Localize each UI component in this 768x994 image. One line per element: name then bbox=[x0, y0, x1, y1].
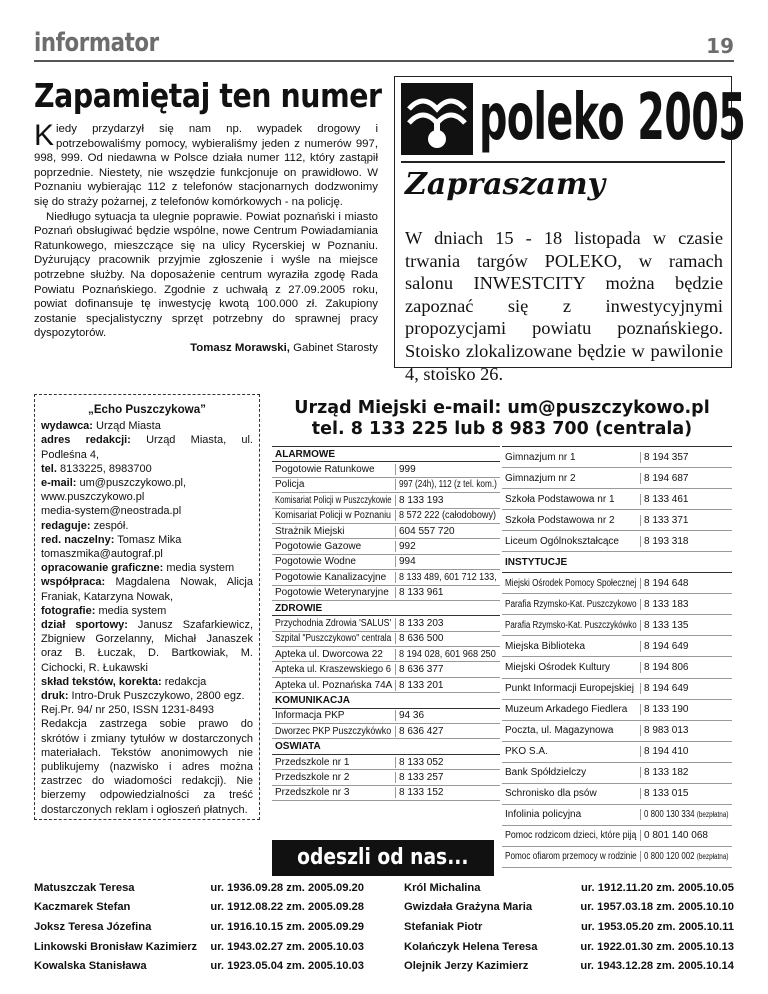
table-row bbox=[272, 755, 500, 770]
table-cell-number: 8 133 193 bbox=[395, 495, 500, 506]
obituary-dates: ur. 1912.08.22 zm. 2005.09.28 bbox=[210, 901, 364, 914]
obituary-row bbox=[404, 898, 734, 918]
obituary-dates: ur. 1953.05.20 zm. 2005.10.11 bbox=[580, 920, 734, 933]
imprint-line: skład tekstów, korekta: redakcja bbox=[41, 675, 207, 688]
table-cell-name: Parafia Rzymsko-Kat. Puszczykówko bbox=[505, 619, 637, 631]
imprint-line: Redakcja zastrzega sobie prawo do skrótów i zmiany tytułów w dostarczonych materiałach. Tekstów anonimowych nie publikujemy (nazwisko i adres można zastrzec do wiadomości redakcji). Nie bierzemy odpowiedzialności za treść dostarczonych reklam i ogłoszeń płatnych. bbox=[41, 718, 253, 816]
obituary-dates: ur. 1936.09.28 zm. 2005.09.20 bbox=[210, 881, 364, 894]
imprint-line: tomaszmika@autograf.pl bbox=[41, 548, 163, 561]
table-cell-name: Policja bbox=[275, 479, 305, 491]
table-row bbox=[502, 721, 732, 742]
table-section-header bbox=[272, 601, 500, 616]
obituary-name: Olejnik Jerzy Kazimierz bbox=[404, 960, 529, 973]
table-row bbox=[272, 616, 500, 631]
table-cell-name: ALARMOWE bbox=[275, 448, 335, 460]
table-cell-name: Pogotowie Gazowe bbox=[275, 541, 362, 553]
table-cell-number: 8 133 052 bbox=[395, 757, 500, 768]
table-cell-number: 8 133 190 bbox=[640, 704, 732, 715]
table-row bbox=[502, 763, 732, 784]
table-cell-number: 604 557 720 bbox=[395, 526, 500, 537]
table-row bbox=[272, 493, 500, 508]
poleko-logo-icon bbox=[401, 83, 473, 155]
table-cell-number: 8 194 687 bbox=[640, 473, 732, 484]
table-section-header bbox=[272, 739, 500, 754]
table-row bbox=[272, 555, 500, 570]
table-row bbox=[502, 826, 732, 847]
imprint-box bbox=[34, 394, 260, 820]
table-row bbox=[502, 847, 732, 868]
table-cell-number: 0 800 120 002 (bezpłatna) bbox=[640, 851, 732, 862]
obituary-dates: ur. 1912.11.20 zm. 2005.10.05 bbox=[580, 881, 734, 894]
table-row bbox=[272, 724, 500, 739]
table-cell-number: 992 bbox=[395, 541, 500, 552]
obituary-name: Kolańczyk Helena Teresa bbox=[404, 940, 538, 953]
table-cell-note: (bezpłatna) bbox=[696, 852, 729, 862]
table-cell-number: 8 194 028, 601 968 250 bbox=[395, 649, 500, 660]
table-cell-name: Pogotowie Kanalizacyjne bbox=[275, 571, 387, 583]
table-row bbox=[272, 570, 500, 585]
obituary-name: Joksz Teresa Józefina bbox=[34, 920, 152, 933]
imprint-line: dział sportowy: Janusz Szafarkiewicz, Zbigniew Gorzelanny, Michał Janaszek oraz B. Łuczak, D. Bartkowiak, M. Cichocki, R. Łukawski bbox=[41, 619, 253, 674]
table-section-header bbox=[272, 693, 500, 708]
obituary-name: Matuszczak Teresa bbox=[34, 881, 135, 894]
imprint-line: fotografie: media system bbox=[41, 604, 167, 617]
poleko-rule bbox=[401, 161, 725, 163]
city-office-header bbox=[272, 398, 732, 440]
obituary-dates: ur. 1943.12.28 zm. 2005.10.14 bbox=[580, 960, 734, 973]
obituary-name: Król Michalina bbox=[404, 881, 481, 894]
table-cell-name: Przedszkole nr 1 bbox=[275, 756, 350, 768]
dropcap: K bbox=[34, 119, 55, 152]
table-cell-number: 8 636 377 bbox=[395, 664, 500, 675]
table-row bbox=[502, 784, 732, 805]
table-row bbox=[502, 805, 732, 826]
obituary-name: Gwizdała Grażyna Maria bbox=[404, 901, 533, 914]
table-cell-number: 0 800 130 334 (bezpłatna) bbox=[640, 809, 732, 820]
table-row bbox=[502, 468, 732, 489]
table-cell-number: 8 194 648 bbox=[640, 578, 732, 589]
article bbox=[34, 76, 382, 354]
obituary-row bbox=[34, 956, 364, 976]
table-cell-name: Przedszkole nr 3 bbox=[275, 787, 350, 799]
poleko-logo-text: poleko 2005 bbox=[479, 81, 746, 155]
table-cell-number: 8 133 489, 601 712 133, bbox=[395, 572, 500, 583]
imprint-line: tel. 8133225, 8983700 bbox=[41, 462, 152, 475]
obituary-row bbox=[404, 878, 734, 898]
imprint-line: współpraca: Magdalena Nowak, Alicja Franiak, Katarzyna Nowak, bbox=[41, 576, 253, 603]
table-cell-name: Punkt Informacji Europejskiej bbox=[505, 683, 634, 695]
city-office-email: Urząd Miejski e-mail: um@puszczykowo.pl bbox=[294, 398, 710, 418]
poleko-text: W dniach 15 - 18 listopada w czasie trwania targów POLEKO, w ramach salonu INWESTCITY można będzie zapoznać się z inwestycyjnymi propozycjami powiatu poznańskiego. Stoisko zlokalizowane będzie w pawilonie 4, stoisko 26. bbox=[405, 228, 723, 384]
table-cell-name: Przedszkole nr 2 bbox=[275, 771, 350, 783]
table-cell-number: 8 194 649 bbox=[640, 641, 732, 652]
table-cell-number: 8 194 806 bbox=[640, 662, 732, 673]
table-row bbox=[502, 594, 732, 615]
table-row bbox=[502, 447, 732, 468]
obituary-dates: ur. 1923.05.04 zm. 2005.10.03 bbox=[210, 960, 364, 973]
table-cell-number: 94 36 bbox=[395, 710, 500, 721]
obituary-list-left bbox=[34, 878, 364, 976]
table-row bbox=[272, 647, 500, 662]
table-cell-name: KOMUNIKACJA bbox=[275, 694, 350, 706]
obituary-row bbox=[404, 937, 734, 957]
table-cell-name: Strażnik Miejski bbox=[275, 525, 345, 537]
article-signature: Tomasz Morawski, Gabinet Starosty bbox=[190, 341, 378, 354]
table-cell-name: Przychodnia Zdrowia 'SALUS' bbox=[275, 617, 392, 629]
table-cell-number: 8 193 318 bbox=[640, 536, 732, 547]
table-row bbox=[272, 786, 500, 801]
imprint-line: red. naczelny: Tomasz Mika bbox=[41, 533, 182, 546]
table-cell-number: 8 194 357 bbox=[640, 452, 732, 463]
table-section-header bbox=[502, 552, 732, 573]
obituary-banner: odeszli od nas... bbox=[272, 840, 494, 876]
table-cell-name: PKO S.A. bbox=[505, 746, 548, 758]
table-row bbox=[502, 489, 732, 510]
section-name: informator bbox=[34, 28, 159, 58]
obituary-row bbox=[34, 898, 364, 918]
table-row bbox=[272, 678, 500, 693]
obituary-list-right bbox=[404, 878, 734, 976]
obituary-dates: ur. 1916.10.15 zm. 2005.09.29 bbox=[210, 920, 364, 933]
table-cell-name: Bank Spółdzielczy bbox=[505, 767, 587, 779]
table-cell-number: 8 133 135 bbox=[640, 620, 732, 631]
imprint-line: adres redakcji: Urząd Miasta, ul. Podleśna 4, bbox=[41, 434, 253, 461]
table-cell-number: 997 (24h), 112 (z tel. kom.) bbox=[395, 479, 500, 490]
table-row bbox=[502, 531, 732, 552]
table-cell-note: (bezpłatna) bbox=[696, 810, 729, 820]
phone-table-left bbox=[272, 446, 500, 801]
table-cell-name: Poczta, ul. Magazynowa bbox=[505, 725, 614, 737]
table-cell-name: Infolinia policyjna bbox=[505, 809, 582, 821]
table-row bbox=[502, 510, 732, 531]
table-row bbox=[272, 509, 500, 524]
table-cell-number: 8 983 013 bbox=[640, 725, 732, 736]
table-row bbox=[272, 586, 500, 601]
table-row bbox=[272, 770, 500, 785]
table-row bbox=[502, 573, 732, 594]
table-cell-name: Apteka ul. Dworcowa 22 bbox=[275, 648, 383, 660]
poleko-heading: Zapraszamy bbox=[405, 167, 606, 202]
table-cell-name: Gimnazjum nr 1 bbox=[505, 451, 576, 463]
table-cell-number: 8 636 500 bbox=[395, 633, 500, 644]
table-cell-name: INSTYTUCJE bbox=[505, 556, 568, 568]
table-row bbox=[272, 632, 500, 647]
poleko-ad bbox=[394, 76, 746, 384]
obituary-dates: ur. 1922.01.30 zm. 2005.10.13 bbox=[580, 940, 734, 953]
table-cell-name: Dworzec PKP Puszczykówko bbox=[275, 725, 392, 737]
obituary-name: Stefaniak Piotr bbox=[404, 920, 483, 933]
table-cell-number: 8 133 152 bbox=[395, 787, 500, 798]
table-cell-number: 8 194 410 bbox=[640, 746, 732, 757]
table-cell-number: 8 194 649 bbox=[640, 683, 732, 694]
table-cell-number: 0 801 140 068 bbox=[640, 830, 732, 841]
table-row bbox=[502, 615, 732, 636]
table-row bbox=[502, 657, 732, 678]
table-cell-number: 8 133 201 bbox=[395, 680, 500, 691]
table-cell-number: 8 133 203 bbox=[395, 618, 500, 629]
table-cell-name: Liceum Ogólnokształcące bbox=[505, 535, 619, 547]
table-cell-name: Muzeum Arkadego Fiedlera bbox=[505, 704, 628, 716]
table-cell-name: Apteka ul. Poznańska 74A bbox=[275, 679, 393, 691]
table-row bbox=[272, 524, 500, 539]
table-cell-name: Szpital "Puszczykowo" centrala bbox=[275, 633, 392, 645]
table-cell-number: 8 133 015 bbox=[640, 788, 732, 799]
table-cell-number: 8 133 961 bbox=[395, 587, 500, 598]
table-row bbox=[272, 478, 500, 493]
city-office-phone: tel. 8 133 225 lub 8 983 700 (centrala) bbox=[311, 419, 693, 439]
table-cell-name: Pomoc rodzicom dzieci, które piją bbox=[505, 830, 637, 842]
article-body bbox=[34, 119, 378, 341]
table-cell-name: Pogotowie Weterynaryjne bbox=[275, 587, 389, 599]
table-cell-name: Gimnazjum nr 2 bbox=[505, 472, 576, 484]
imprint-lines bbox=[41, 419, 253, 817]
table-cell-number: 999 bbox=[395, 464, 500, 475]
table-cell-name: Pomoc ofiarom przemocy w rodzinie bbox=[505, 851, 637, 863]
imprint-title: „Echo Puszczykowa” bbox=[88, 403, 206, 416]
table-cell-number: 8 133 461 bbox=[640, 494, 732, 505]
obituary-row bbox=[34, 878, 364, 898]
obituary-row bbox=[34, 917, 364, 937]
table-row bbox=[272, 709, 500, 724]
obituary-dates: ur. 1943.02.27 zm. 2005.10.03 bbox=[210, 940, 364, 953]
imprint-line: e-mail: um@puszczykowo.pl, bbox=[41, 477, 187, 490]
table-cell-name: Miejski Ośrodek Pomocy Społecznej bbox=[505, 577, 637, 589]
imprint-line: www.puszczykowo.pl bbox=[41, 491, 145, 504]
imprint-line: opracowanie graficzne: media system bbox=[41, 562, 235, 575]
table-row bbox=[502, 636, 732, 657]
article-paragraph: Kiedy przydarzył się nam np. wypadek drogowy i potrzebowaliśmy pomocy, wybieraliśmy jeden z numerów 997, 998, 999. Od niedawna w Polsce działa numer 112, który zastąpił poprzednie. Niestety, nie wszędzie funkcjonuje on prawidłowo. W Poznaniu wybierając 112 z telefonów stacjonarnych dodzwonimy się do straży pożarnej, z telefonów komórkowych - na policję. bbox=[34, 119, 378, 208]
table-cell-name: ZDROWIE bbox=[275, 602, 323, 614]
table-cell-number: 8 133 183 bbox=[640, 599, 732, 610]
obituary-row bbox=[34, 937, 364, 957]
table-cell-name: Miejski Ośrodek Kultury bbox=[505, 661, 611, 673]
imprint-line: druk: Intro-Druk Puszczykowo, 2800 egz. bbox=[41, 690, 245, 703]
table-cell-number: 994 bbox=[395, 556, 500, 567]
imprint-line: Rej.Pr. 94/ nr 250, ISSN 1231-8493 bbox=[41, 704, 215, 717]
table-cell-name: OŚWIATA bbox=[275, 741, 321, 753]
table-cell-name: Szkoła Podstawowa nr 2 bbox=[505, 514, 615, 526]
table-row bbox=[272, 662, 500, 677]
obituary-row bbox=[404, 917, 734, 937]
table-row bbox=[272, 462, 500, 477]
obituary-name: Kaczmarek Stefan bbox=[34, 901, 131, 914]
imprint-line: redaguje: zespół. bbox=[41, 519, 129, 532]
table-row bbox=[502, 700, 732, 721]
article-title: Zapamiętaj ten numer bbox=[34, 76, 382, 115]
imprint-line: wydawca: Urząd Miasta bbox=[41, 420, 161, 433]
table-cell-name: Informacja PKP bbox=[275, 710, 345, 722]
obituary-name: Linkowski Bronisław Kazimierz bbox=[34, 940, 198, 953]
table-cell-name: Szkoła Podstawowa nr 1 bbox=[505, 493, 615, 505]
article-paragraph: Niedługo sytuacja ta ulegnie poprawie. Powiat poznański i miasto Poznań obsługiwać będzie wspólne, nowe Centrum Powiadamiania Ratunkowego, mieszczące się na ulicy Rycerskiej w Poznaniu. Dyżurujący pracownik przyjmie zgłoszenie i wyśle na miejsce potrzebne służby. Na doposażenie centrum wyraziła zgodę Rada Powiatu Poznańskiego. Zgodnie z uchwałą z 27.09.2005 roku, powiat dofinansuje tę inwestycję kwotą 100.000 zł. Zakupiony zostanie specjalistyczny sprzęt potrzebny do sprawnej pracy dyspozytorów. bbox=[34, 210, 378, 340]
table-cell-name: Pogotowie Ratunkowe bbox=[275, 464, 375, 476]
table-cell-name: Pogotowie Wodne bbox=[275, 556, 356, 568]
obituary-name: Kowalska Stanisława bbox=[34, 960, 147, 973]
table-cell-name: Miejska Biblioteka bbox=[505, 640, 586, 652]
table-cell-name: Schronisko dla psów bbox=[505, 788, 597, 800]
table-section-header bbox=[272, 447, 500, 462]
table-cell-number: 8 133 182 bbox=[640, 767, 732, 778]
header-rule bbox=[34, 60, 734, 62]
table-cell-number: 8 572 222 (całodobowy) bbox=[395, 510, 500, 521]
phone-table-right bbox=[502, 446, 732, 868]
page-number: 19 bbox=[706, 34, 734, 58]
table-cell-name: Parafia Rzymsko-Kat. Puszczykowo bbox=[505, 598, 637, 610]
table-cell-number: 8 133 257 bbox=[395, 772, 500, 783]
table-cell-name: Komisariat Policji w Puszczykowie bbox=[275, 494, 392, 506]
imprint-line: media-system@neostrada.pl bbox=[41, 505, 182, 518]
table-cell-name: Komisariat Policji w Poznaniu bbox=[275, 510, 391, 522]
table-cell-number: 8 133 371 bbox=[640, 515, 732, 526]
table-row bbox=[502, 742, 732, 763]
table-cell-number: 8 636 427 bbox=[395, 726, 500, 737]
table-row bbox=[502, 679, 732, 700]
table-row bbox=[272, 539, 500, 554]
table-cell-name: Apteka ul. Kraszewskiego 6 bbox=[275, 664, 391, 676]
obituary-dates: ur. 1957.03.18 zm. 2005.10.10 bbox=[580, 901, 734, 914]
obituary-row bbox=[404, 956, 734, 976]
